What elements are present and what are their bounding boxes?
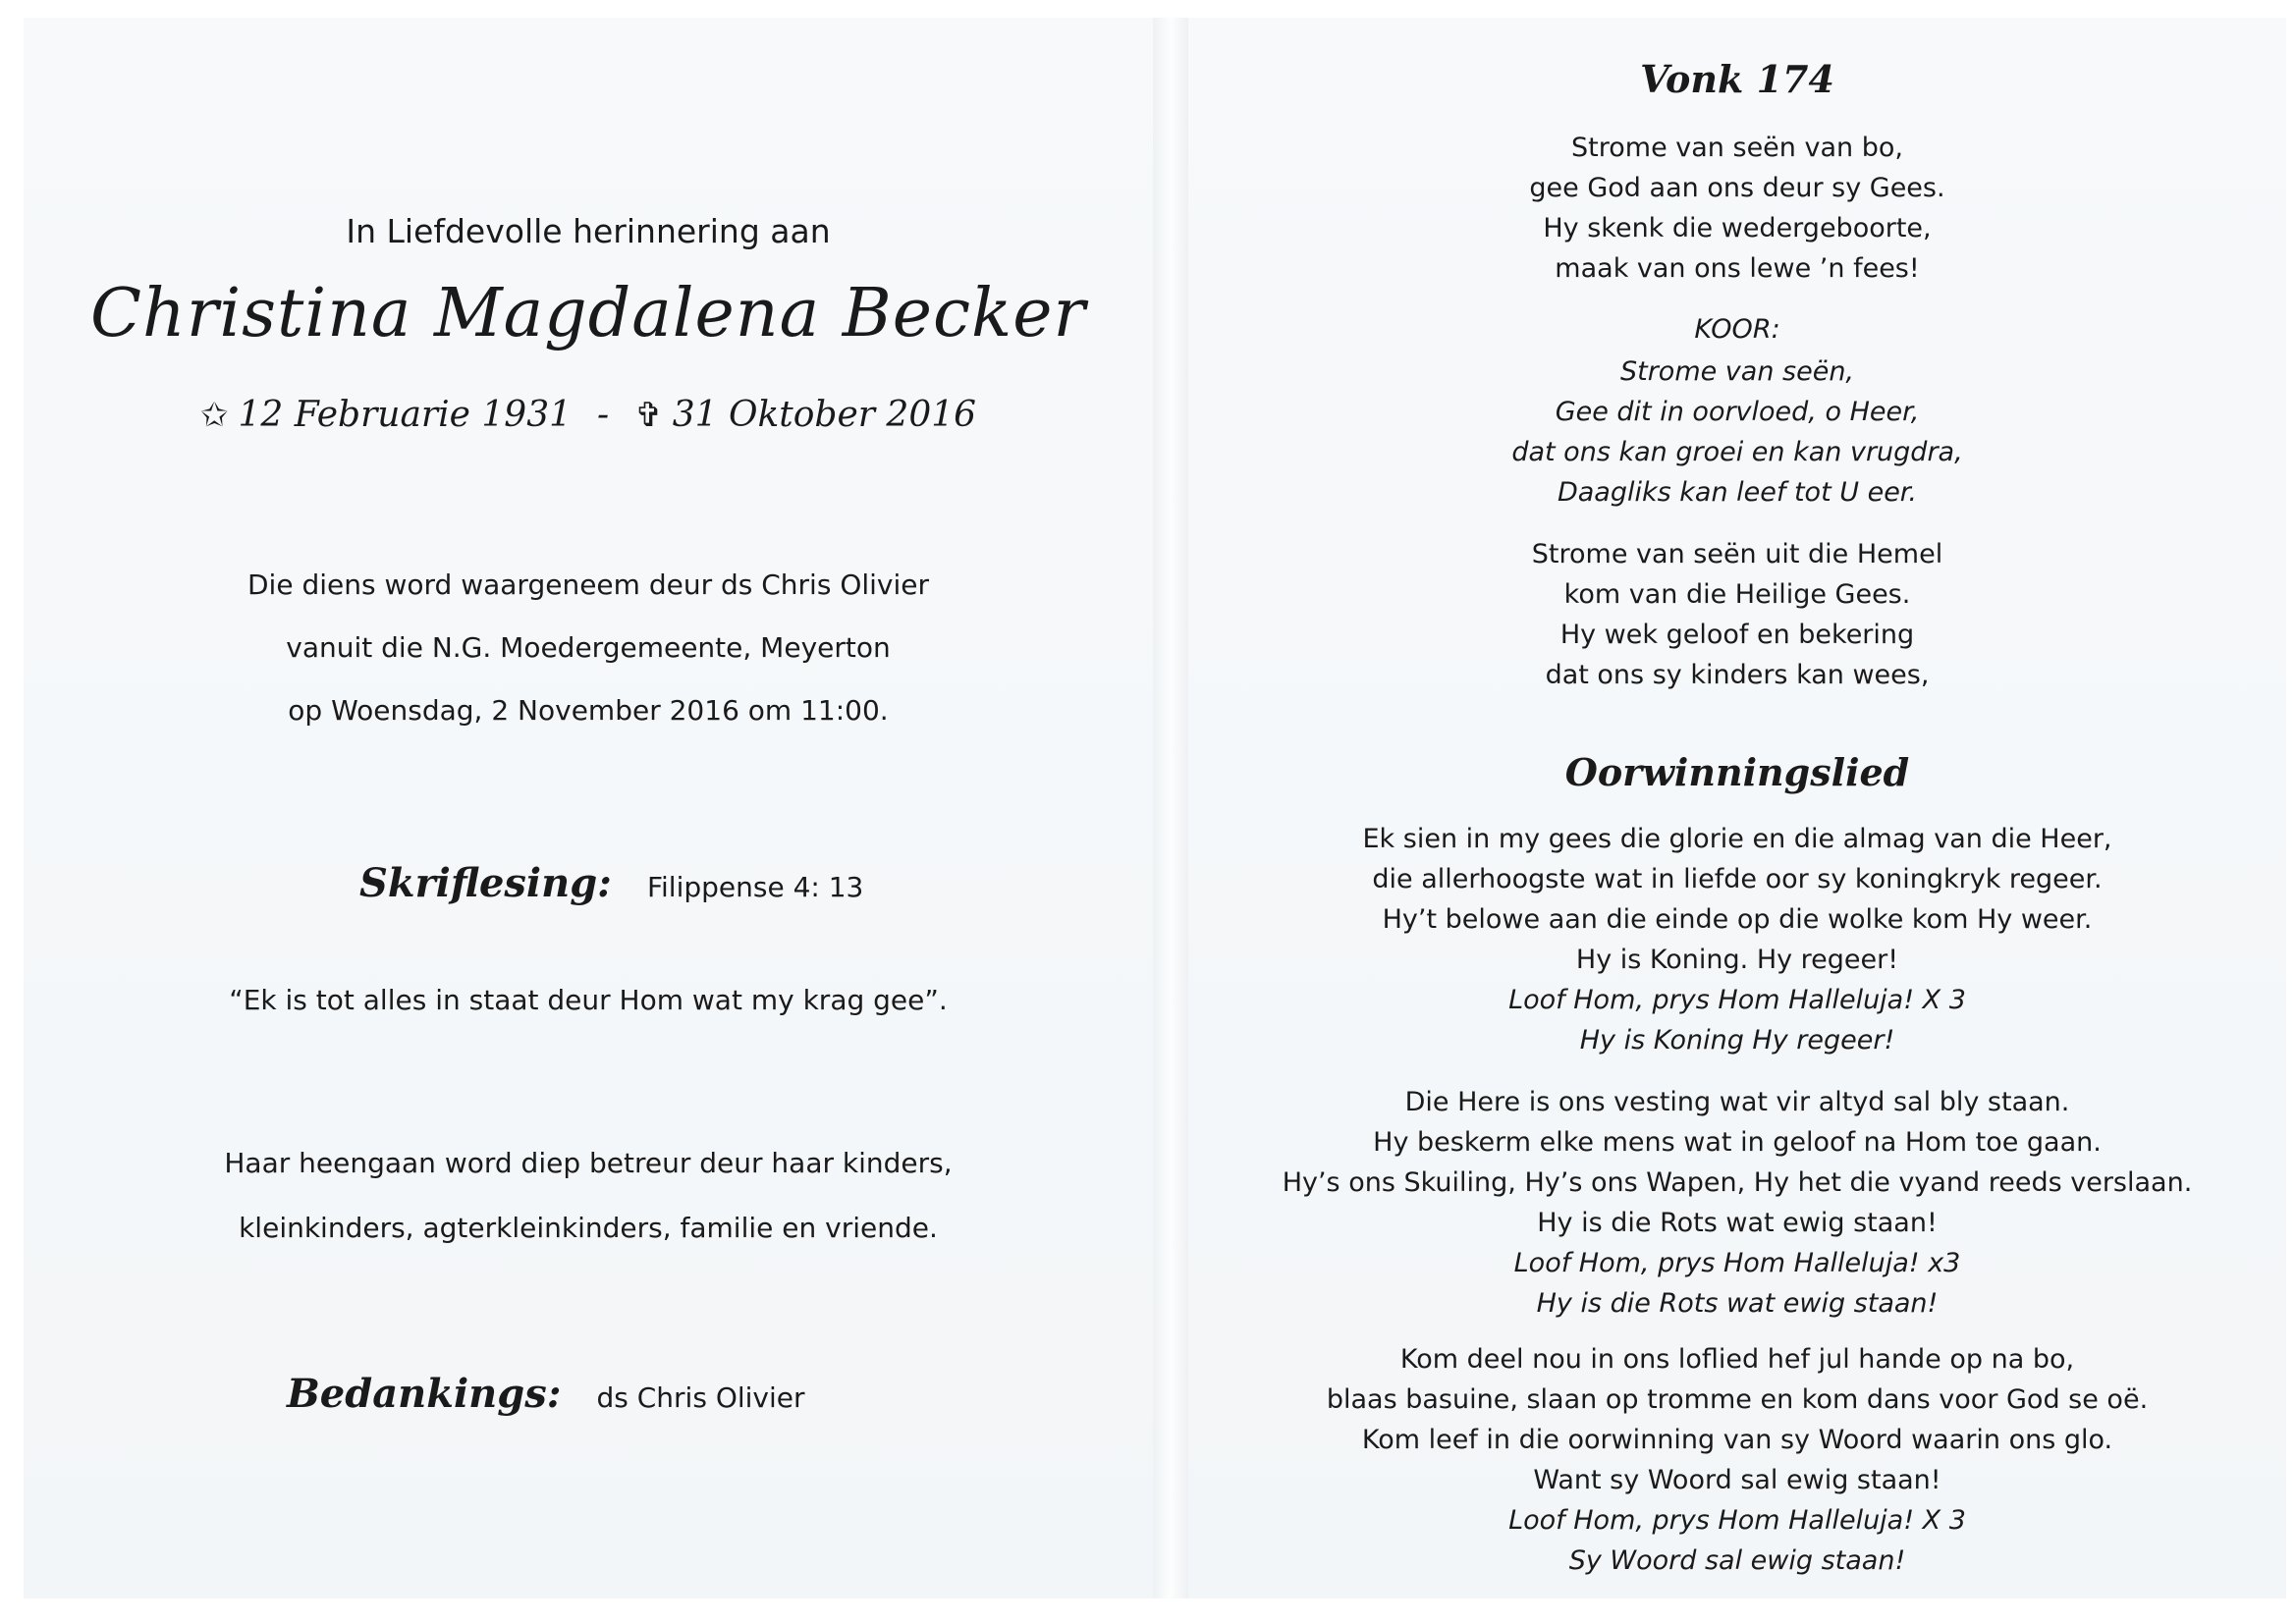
mourners-line: Haar heengaan word diep betreur deur haar kinders,: [224, 1147, 953, 1179]
chorus-label: KOOR:: [1694, 314, 1780, 345]
left-page: [24, 18, 1153, 1598]
intro-text: In Liefdevolle herinnering aan: [346, 212, 831, 250]
chorus-line: Loof Hom, prys Hom Halleluja! x3: [1513, 1248, 1961, 1278]
reading-label: Skriflesing:: [359, 860, 612, 906]
hymn-verse: [1188, 128, 2286, 289]
verse-line: Hy’t belowe aan die einde op die wolke kom Hy weer.: [1382, 904, 2093, 935]
thanks-label: Bedankings:: [287, 1371, 562, 1417]
mourners-line: kleinkinders, agterkleinkinders, familie en vriende.: [239, 1212, 938, 1244]
verse-line: Ek sien in my gees die glorie en die almag van die Heer,: [1362, 824, 2112, 854]
chorus-line: Daagliks kan leef tot U eer.: [1557, 477, 1918, 508]
thanks-value: ds Chris Olivier: [596, 1381, 805, 1414]
verse-line: Want sy Woord sal ewig staan!: [1533, 1465, 1941, 1495]
hymn-title: Vonk 174: [1640, 57, 1834, 101]
chorus-line: dat ons kan groei en kan vrugdra,: [1511, 437, 1963, 467]
hymn-verse: [1188, 534, 2286, 695]
chorus-line: Sy Woord sal ewig staan!: [1568, 1545, 1906, 1576]
verse-line: Hy is Koning. Hy regeer!: [1575, 945, 1899, 975]
thanks-row: [287, 1371, 805, 1417]
song-verse: [1188, 1339, 2286, 1581]
verse-line: Hy wek geloof en bekering: [1559, 620, 1915, 650]
reading-reference: Filippense 4: 13: [646, 871, 864, 903]
verse-line: kom van die Heilige Gees.: [1563, 579, 1911, 610]
reading-row: [359, 860, 863, 906]
verse-line: Hy skenk die wedergeboorte,: [1543, 213, 1932, 244]
right-page: [1188, 18, 2286, 1598]
cross-icon: ✞: [634, 396, 663, 435]
song-title: Oorwinningslied: [1564, 750, 1910, 794]
chorus-line: Hy is die Rots wat ewig staan!: [1536, 1288, 1939, 1319]
life-dates: [24, 395, 1153, 435]
chorus-line: Loof Hom, prys Hom Halleluja! X 3: [1508, 985, 1966, 1015]
birth-date: 12 Februarie 1931: [238, 395, 573, 435]
verse-line: dat ons sy kinders kan wees,: [1545, 660, 1930, 690]
date-separator: -: [597, 395, 610, 435]
verse-line: Die Here is ons vesting wat vir altyd sal bly staan.: [1404, 1087, 2070, 1117]
chorus: [1188, 352, 2286, 513]
verse-line: Hy’s ons Skuiling, Hy’s ons Wapen, Hy het die vyand reeds verslaan.: [1282, 1167, 2193, 1198]
verse-line: Kom leef in die oorwinning van sy Woord waarin ons glo.: [1361, 1425, 2113, 1455]
service-line: Die diens word waargeneem deur ds Chris Olivier: [247, 568, 929, 601]
verse-line: Strome van seën van bo,: [1571, 133, 1903, 163]
verse-line: blaas basuine, slaan op tromme en kom dans voor God se oë.: [1326, 1384, 2149, 1415]
verse-line: gee God aan ons deur sy Gees.: [1529, 173, 1945, 203]
chorus-line: Loof Hom, prys Hom Halleluja! X 3: [1508, 1505, 1966, 1536]
song-verse: [1188, 819, 2286, 1060]
star-icon: ✩: [199, 396, 229, 435]
mourners-text: [24, 1131, 1153, 1261]
song-verse: [1188, 1082, 2286, 1324]
verse-line: Hy beskerm elke mens wat in geloof na Hom toe gaan.: [1373, 1127, 2102, 1158]
verse-line: die allerhoogste wat in liefde oor sy koningkryk regeer.: [1372, 864, 2103, 894]
death-date: 31 Oktober 2016: [672, 395, 977, 435]
service-details: [24, 554, 1153, 742]
page-fold: [1153, 18, 1188, 1598]
chorus-line: Strome van seën,: [1619, 356, 1855, 387]
service-line: op Woensdag, 2 November 2016 om 11:00.: [288, 694, 889, 727]
verse-line: Hy is die Rots wat ewig staan!: [1537, 1208, 1938, 1238]
deceased-name: Christina Magdalena Becker: [90, 275, 1086, 352]
chorus-line: Hy is Koning Hy regeer!: [1579, 1025, 1895, 1056]
verse-line: Strome van seën uit die Hemel: [1531, 539, 1943, 569]
verse-line: maak van ons lewe ’n fees!: [1555, 253, 1920, 284]
verse-line: Kom deel nou in ons loflied hef jul hande op na bo,: [1399, 1344, 2075, 1375]
scripture-quote: “Ek is tot alles in staat deur Hom wat my krag gee”.: [229, 984, 948, 1016]
chorus-line: Gee dit in oorvloed, o Heer,: [1555, 397, 1920, 427]
service-line: vanuit die N.G. Moedergemeente, Meyerton: [286, 631, 891, 664]
